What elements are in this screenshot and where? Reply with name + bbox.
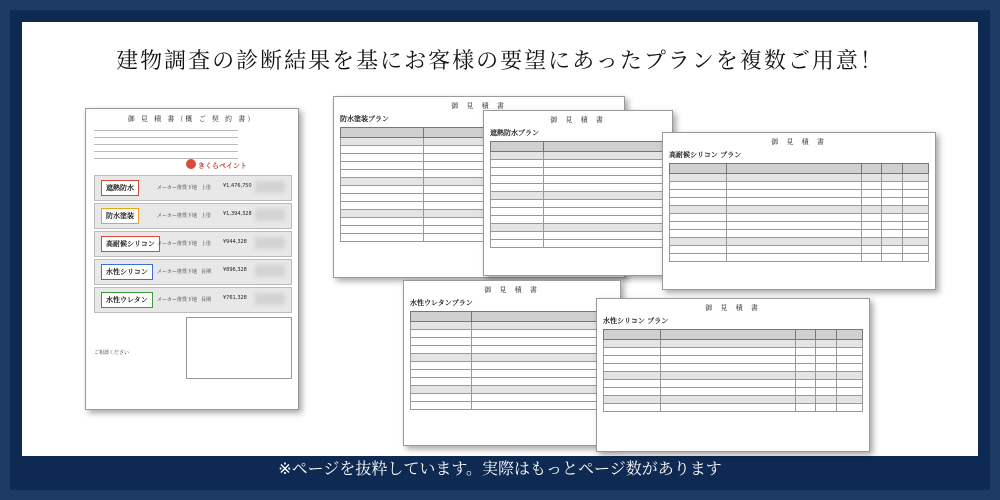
doc-table (669, 163, 929, 262)
plan-row (94, 287, 292, 313)
plan-note: メーカー推奨下地 (157, 241, 197, 247)
doc-plan: 高耐候シリコン プラン (669, 151, 742, 159)
plan-price: ¥944,328 (223, 239, 247, 245)
company-name: きくらペイント (198, 162, 247, 170)
blurred-price (255, 293, 285, 305)
plan-note: メーカー推奨下地 (157, 297, 197, 303)
plan-row (94, 231, 292, 257)
doc-title: 御 見 積 書 (771, 138, 827, 146)
doc-table (603, 329, 863, 412)
estimate-doc (662, 132, 936, 290)
plan-label: 防水塗装 (101, 208, 139, 224)
plan-row (94, 175, 292, 201)
form-title: 御 見 積 書（概 ご 契 約 書） (127, 115, 257, 123)
doc-title: 御 見 積 書 (705, 304, 761, 312)
doc-plan: 水性シリコン プラン (603, 317, 669, 325)
blurred-price (255, 181, 285, 193)
headline: 建物調査の診断結果を基にお客様の要望にあったプランを複数ご用意！ (116, 49, 884, 74)
estimate-summary-form (85, 108, 299, 410)
footnote: ※ページを抜粋しています。実際はもっとページ数があります (278, 459, 722, 478)
plan-grade: 上塗 (201, 185, 212, 191)
plan-label: 水性ウレタン (101, 292, 153, 308)
plan-label: 遮熱防水 (101, 180, 139, 196)
doc-title: 御 見 積 書 (484, 286, 540, 294)
doc-plan: 防水塗装プラン (340, 115, 389, 123)
doc-title: 御 見 積 書 (550, 116, 606, 124)
remarks: ご相談ください (94, 350, 130, 356)
plan-price: ¥896,328 (223, 267, 247, 273)
doc-table (490, 141, 666, 248)
doc-title: 御 見 積 書 (451, 102, 507, 110)
plan-grade: 長期 (201, 297, 212, 303)
doc-table (410, 311, 614, 410)
blurred-price (255, 237, 285, 249)
company-logo-icon (186, 159, 196, 169)
blurred-price (255, 265, 285, 277)
plan-price: ¥1,394,328 (223, 211, 252, 217)
estimate-doc (596, 298, 870, 452)
plan-grade: 上塗 (201, 241, 212, 247)
plan-label: 高耐候シリコン (101, 236, 160, 252)
doc-plan: 遮熱防水プラン (490, 129, 539, 137)
plan-note: メーカー推奨下地 (157, 213, 197, 219)
customer-lines (86, 130, 298, 159)
plan-note: メーカー推奨下地 (157, 269, 197, 275)
plan-note: メーカー推奨下地 (157, 185, 197, 191)
estimate-doc (483, 110, 673, 276)
remarks-box (186, 317, 292, 379)
plan-price: ¥1,476,750 (223, 183, 252, 189)
blurred-price (255, 209, 285, 221)
plan-grade: 長期 (201, 269, 212, 275)
estimate-doc (403, 280, 621, 446)
plan-row (94, 203, 292, 229)
doc-plan: 水性ウレタンプラン (410, 299, 473, 307)
plan-grade: 上塗 (201, 213, 212, 219)
plan-row (94, 259, 292, 285)
plan-label: 水性シリコン (101, 264, 153, 280)
plan-price: ¥761,328 (223, 295, 247, 301)
